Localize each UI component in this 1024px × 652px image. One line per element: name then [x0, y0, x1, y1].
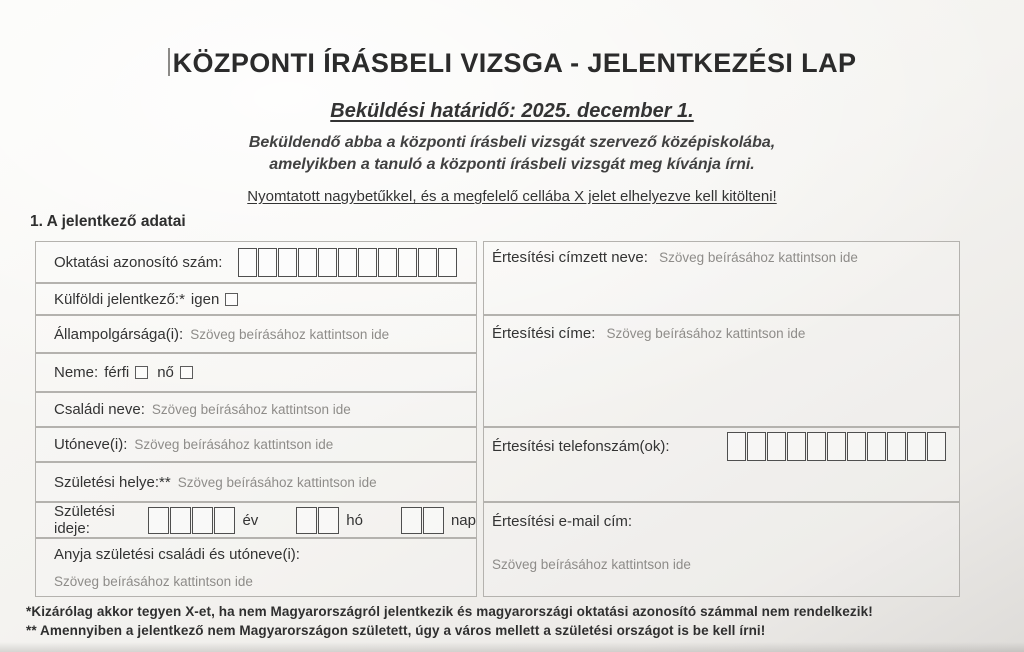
- citizenship-placeholder[interactable]: Szöveg beírásához kattintson ide: [190, 326, 390, 342]
- birth-month-boxes[interactable]: [296, 507, 340, 534]
- char-box[interactable]: [318, 248, 337, 277]
- char-box[interactable]: [378, 248, 397, 277]
- char-box[interactable]: [170, 507, 191, 534]
- gender-male-label: férfi: [104, 364, 130, 381]
- given-name-placeholder[interactable]: Szöveg beírásához kattintson ide: [134, 437, 334, 452]
- address-placeholder[interactable]: Szöveg beírásához kattintson ide: [606, 326, 806, 341]
- recipient-placeholder[interactable]: Szöveg beírásához kattintson ide: [659, 250, 858, 265]
- char-box[interactable]: [727, 432, 746, 461]
- char-box[interactable]: [296, 507, 317, 534]
- citizenship-label: Állampolgársága(i):: [54, 325, 184, 343]
- phone-label: Értesítési telefonszám(ok):: [492, 438, 670, 455]
- gender-female-label: nő: [157, 364, 174, 381]
- birth-day-boxes[interactable]: [401, 507, 445, 534]
- row-education-id: [35, 241, 477, 283]
- char-box[interactable]: [747, 432, 766, 461]
- char-box[interactable]: [767, 432, 786, 461]
- char-box[interactable]: [423, 507, 444, 534]
- applicant-column: [35, 241, 477, 597]
- address-label: Értesítési címe:: [492, 325, 596, 342]
- birth-date-label: Születési ideje:: [54, 503, 115, 537]
- block-notification-recipient: [483, 241, 960, 315]
- row-gender: [35, 353, 477, 392]
- block-notification-address: [483, 315, 960, 427]
- footnote-birthplace: ** Amennyiben a jelentkező nem Magyarországon született, úgy a város mellett a születési országot is be kell írni!: [26, 623, 766, 638]
- mother-name-placeholder[interactable]: Szöveg beírásához kattintson ide: [54, 574, 253, 589]
- char-box[interactable]: [907, 432, 926, 461]
- row-foreign-applicant: [35, 283, 477, 315]
- char-box[interactable]: [847, 432, 866, 461]
- education-id-boxes[interactable]: [238, 248, 458, 277]
- mother-name-label: Anyja születési családi és utóneve(i):: [54, 546, 300, 563]
- char-box[interactable]: [338, 248, 357, 277]
- char-box[interactable]: [927, 432, 946, 461]
- form-title: [0, 48, 1024, 79]
- section-1-title: 1. A jelentkező adatai: [30, 213, 186, 230]
- char-box[interactable]: [887, 432, 906, 461]
- intro-line-1: Beküldendő abba a központi írásbeli vizsgát szervező középiskolába,: [248, 134, 776, 151]
- day-unit-label: nap: [450, 511, 476, 529]
- char-box[interactable]: [807, 432, 826, 461]
- birth-place-label: Születési helye:**: [54, 473, 171, 491]
- row-mother-name: [35, 538, 477, 597]
- phone-row: [492, 432, 947, 461]
- char-box[interactable]: [438, 248, 457, 277]
- scan-cursor-mark: [168, 48, 170, 76]
- char-box[interactable]: [401, 507, 422, 534]
- char-box[interactable]: [418, 248, 437, 277]
- block-notification-email: [483, 502, 960, 597]
- footnote-foreign: *Kizárólag akkor tegyen X-et, ha nem Magyarországról jelentkezik és magyarországi oktatási azonosító számmal nem rendelkezik!: [26, 604, 873, 619]
- applicant-data-table: [35, 241, 960, 597]
- birth-place-placeholder[interactable]: Szöveg beírásához kattintson ide: [177, 474, 377, 490]
- phone-boxes[interactable]: [727, 432, 947, 461]
- char-box[interactable]: [238, 248, 257, 277]
- year-unit-label: év: [242, 511, 259, 529]
- gender-male-checkbox[interactable]: [135, 366, 148, 379]
- foreign-yes-checkbox[interactable]: [225, 293, 238, 306]
- given-name-label: Utóneve(i):: [54, 436, 128, 453]
- char-box[interactable]: [148, 507, 169, 534]
- char-box[interactable]: [867, 432, 886, 461]
- foreign-applicant-label: Külföldi jelentkező:*: [54, 290, 185, 308]
- char-box[interactable]: [192, 507, 213, 534]
- fill-instruction: Nyomtatott nagybetűkkel, és a megfelelő cellába X jelet elhelyezve kell kitölteni!: [247, 188, 777, 205]
- char-box[interactable]: [214, 507, 235, 534]
- row-family-name: [35, 392, 477, 427]
- char-box[interactable]: [318, 507, 339, 534]
- char-box[interactable]: [358, 248, 377, 277]
- email-placeholder[interactable]: Szöveg beírásához kattintson ide: [492, 557, 691, 572]
- notification-column: [483, 241, 960, 597]
- month-unit-label: hó: [346, 511, 363, 529]
- row-birth-place: [35, 462, 477, 502]
- deadline-line: Beküldési határidő: 2025. december 1.: [330, 100, 694, 122]
- education-id-label: Oktatási azonosító szám:: [54, 253, 223, 271]
- block-notification-phone: [483, 427, 960, 502]
- char-box[interactable]: [278, 248, 297, 277]
- char-box[interactable]: [258, 248, 277, 277]
- char-box[interactable]: [398, 248, 417, 277]
- family-name-label: Családi neve:: [54, 401, 145, 418]
- gender-label: Neme:: [54, 364, 99, 381]
- intro-line-2: amelyikben a tanuló a központi írásbeli vizsgát meg kívánja írni.: [269, 156, 755, 173]
- foreign-yes-label: igen: [190, 290, 220, 308]
- recipient-label: Értesítési címzett neve:: [492, 249, 648, 266]
- char-box[interactable]: [298, 248, 317, 277]
- gender-female-checkbox[interactable]: [180, 366, 193, 379]
- email-label: Értesítési e-mail cím:: [492, 513, 633, 530]
- char-box[interactable]: [827, 432, 846, 461]
- row-citizenship: [35, 315, 477, 353]
- char-box[interactable]: [787, 432, 806, 461]
- form-title-text: KÖZPONTI ÍRÁSBELI VIZSGA - JELENTKEZÉSI LAP: [172, 48, 857, 78]
- birth-year-boxes[interactable]: [148, 507, 236, 534]
- row-given-name: [35, 427, 477, 462]
- row-birth-date: [35, 502, 477, 538]
- family-name-placeholder[interactable]: Szöveg beírásához kattintson ide: [151, 402, 351, 417]
